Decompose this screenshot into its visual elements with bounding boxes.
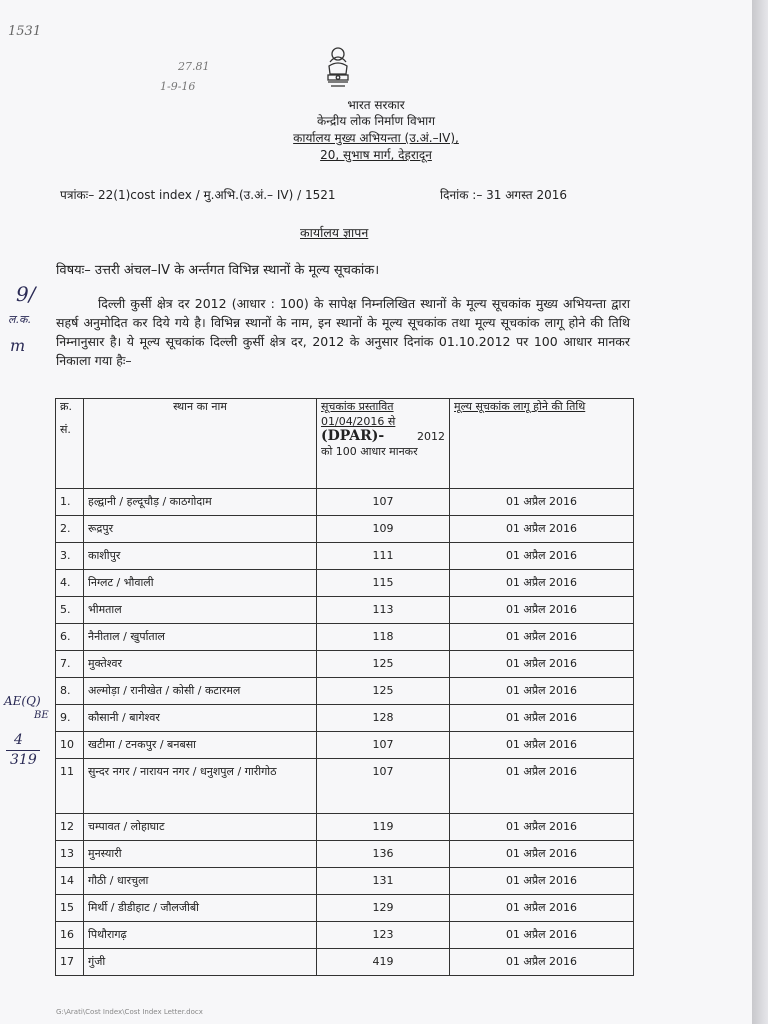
subject-line: विषयः– उत्तरी अंचल–IV के अर्न्तगत विभिन्न स्थानों के मूल्य सूचकांक। [56,263,380,278]
table-row [56,841,634,868]
row-effective-date: 01 अप्रैल 2016 [450,651,634,678]
row-index: 107 [317,759,450,814]
row-effective-date: 01 अप्रैल 2016 [450,516,634,543]
row-place: चम्पावत / लोहाघाट [84,814,317,841]
row-effective-date: 01 अप्रैल 2016 [450,895,634,922]
row-sno: 10 [56,732,84,759]
row-index: 419 [317,949,450,976]
row-index: 125 [317,678,450,705]
table-row [56,570,634,597]
body-paragraph: दिल्ली कुर्सी क्षेत्र दर 2012 (आधार : 100) के सापेक्ष निम्नलिखित स्थानों के मूल्य सूचकांक मुख्य अभियन्ता द्वारा सहर्ष अनुमोदित कर दिये गये है। विभिन्न स्थानों के नाम, इन स्थानों के मूल्य सूचकांक तथा मूल्य सूचकांक लागू होने की तिथि निम्नानुसार है। ये मूल्य सूचकांक दिल्ली कुर्सी क्षेत्र दर, 2012 के अनुसार दिनांक 01.10.2012 पर 100 आधार मानकर निकाला गया हैः– [56,296,630,368]
header-address: 20, सुभाष मार्ग, देहरादून [320,148,432,162]
handwritten-fraction-top: 4 [14,732,23,748]
row-effective-date: 01 अप्रैल 2016 [450,705,634,732]
row-effective-date: 01 अप्रैल 2016 [450,543,634,570]
table-body [56,489,634,976]
row-sno: 14 [56,868,84,895]
row-place: अल्मोड़ा / रानीखेत / कोसी / कटारमल [84,678,317,705]
row-sno: 5. [56,597,84,624]
row-effective-date: 01 अप्रैल 2016 [450,868,634,895]
row-place: पिथौरागढ़ [84,922,317,949]
header-place [84,399,317,489]
letter-date: दिनांक :– 31 अगस्त 2016 [440,188,568,202]
row-place: रूद्रपुर [84,516,317,543]
row-sno: 13 [56,841,84,868]
row-effective-date: 01 अप्रैल 2016 [450,732,634,759]
row-place: काशीपुर [84,543,317,570]
table-row [56,624,634,651]
row-sno: 16 [56,922,84,949]
row-sno: 3. [56,543,84,570]
row-place: गुंजी [84,949,317,976]
row-effective-date: 01 अप्रैल 2016 [450,949,634,976]
row-index: 111 [317,543,450,570]
row-effective-date: 01 अप्रैल 2016 [450,814,634,841]
header-index [317,399,450,489]
header-index-line1: सूचकांक प्रस्तावित 01/04/2016 से [321,400,396,428]
memo-title: कार्यालय ज्ञापन [300,225,369,240]
handwritten-inward-date: 1-9-16 [160,80,196,93]
handwritten-note: AE(Q) [4,694,41,708]
handwritten-note-b: BE [34,710,49,721]
row-sno: 4. [56,570,84,597]
table-row [56,516,634,543]
reference-number: पत्रांकः– 22(1)cost index / मु.अभि.(उ.अं.– IV) / 1521 [60,188,336,202]
table-row [56,705,634,732]
row-effective-date: 01 अप्रैल 2016 [450,759,634,814]
row-index: 113 [317,597,450,624]
row-index: 107 [317,489,450,516]
table-row [56,678,634,705]
handwritten-inward-number: 27.81 [178,60,210,73]
row-place: मुक्तेश्वर [84,651,317,678]
header-effective-date [450,399,634,489]
row-place: कौसानी / बागेश्वर [84,705,317,732]
row-sno: 12 [56,814,84,841]
header-index-dpar: (DPAR)- [321,428,385,444]
page-edge-shadow [752,0,768,1024]
handwritten-fraction-line [6,750,40,751]
table-row [56,543,634,570]
table-row [56,868,634,895]
table-row [56,922,634,949]
table-row [56,949,634,976]
row-place: मुनस्यारी [84,841,317,868]
header-index-year: 2012 [417,430,445,443]
table-row [56,732,634,759]
header-sno [56,399,84,489]
row-index: 118 [317,624,450,651]
row-place: मिर्थी / डीडीहाट / जौलजीबी [84,895,317,922]
table-row [56,651,634,678]
row-place: गौठी / धारचुला [84,868,317,895]
table-row [56,895,634,922]
row-sno: 11 [56,759,84,814]
row-sno: 9. [56,705,84,732]
row-place: खटीमा / टनकपुर / बनबसा [84,732,317,759]
table-row [56,597,634,624]
row-place: निग्लट / भौवाली [84,570,317,597]
row-index: 109 [317,516,450,543]
handwritten-top-left: 1531 [8,24,42,39]
header-sno-line2: सं. [60,423,71,436]
handwritten-margin-mark: 9/ [16,282,36,306]
row-index: 119 [317,814,450,841]
row-index: 115 [317,570,450,597]
header-sno-line1: क्र. [60,400,72,413]
row-index: 131 [317,868,450,895]
header-index-line3: को 100 आधार मानकर [321,445,418,458]
cost-index-table [55,398,634,976]
row-index: 129 [317,895,450,922]
row-effective-date: 01 अप्रैल 2016 [450,489,634,516]
row-place: नैनीताल / खुर्पाताल [84,624,317,651]
row-sno: 7. [56,651,84,678]
handwritten-fraction-bottom: 319 [10,752,37,768]
row-sno: 17 [56,949,84,976]
row-sno: 1. [56,489,84,516]
row-sno: 6. [56,624,84,651]
row-index: 107 [317,732,450,759]
table-row [56,489,634,516]
row-effective-date: 01 अप्रैल 2016 [450,570,634,597]
table-row [56,814,634,841]
row-place: सुन्दर नगर / नारायन नगर / धनुशपुल / गारीगोठ [84,759,317,814]
row-effective-date: 01 अप्रैल 2016 [450,678,634,705]
handwritten-margin-initials: ल.क. [8,313,31,326]
header-department: केन्द्रीय लोक निर्माण विभाग [316,114,436,128]
row-index: 128 [317,705,450,732]
row-sno: 8. [56,678,84,705]
table-row [56,759,634,814]
row-sno: 2. [56,516,84,543]
header-office: कार्यालय मुख्य अभियन्ता (उ.अं.–IV), [293,131,459,145]
row-place: भीमताल [84,597,317,624]
national-emblem-icon [322,44,354,92]
header-government: भारत सरकार [347,98,405,112]
row-effective-date: 01 अप्रैल 2016 [450,841,634,868]
row-index: 136 [317,841,450,868]
handwritten-margin-mark-b: m [10,336,26,355]
row-sno: 15 [56,895,84,922]
row-place: हल्द्वानी / हल्दूचौड़ / काठगोदाम [84,489,317,516]
row-effective-date: 01 अप्रैल 2016 [450,597,634,624]
footer-file-path: G:\Arati\Cost Index\Cost Index Letter.docx [56,1008,203,1016]
header-effective-label: मूल्य सूचकांक लागू होने की तिथि [454,400,586,413]
header-place-label: स्थान का नाम [173,400,227,413]
row-index: 125 [317,651,450,678]
table-header-row [56,399,634,489]
row-effective-date: 01 अप्रैल 2016 [450,624,634,651]
row-effective-date: 01 अप्रैल 2016 [450,922,634,949]
row-index: 123 [317,922,450,949]
